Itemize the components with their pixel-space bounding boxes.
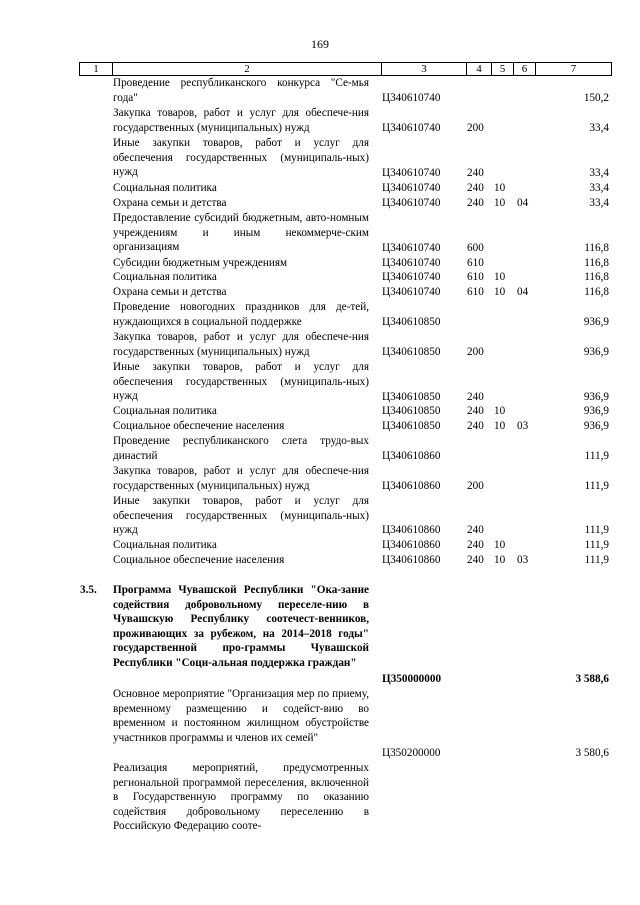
col-header-2: 2 [113, 63, 382, 75]
col-header-1: 1 [80, 63, 113, 75]
row-col5: 10 [494, 182, 506, 194]
row-col4: 240 [467, 524, 484, 536]
row-col4: 240 [467, 539, 484, 551]
row-amount: 33,4 [589, 122, 609, 134]
row-col4: 240 [467, 405, 484, 417]
row-col5: 10 [494, 420, 506, 432]
row-col4: 240 [467, 554, 484, 566]
row-amount: 936,9 [583, 420, 609, 432]
realization-description: Реализация мероприятий, предусмотренных региональной программой переселения, включенной в Государственную программу по оказанию содействия добровольному переселению в Российскую Федерацию сооте- [113, 762, 369, 833]
row-description: Охрана семьи и детства [113, 286, 227, 298]
row-code: Ц340610860 [382, 450, 441, 462]
row-description: Иные закупки товаров, работ и услуг для обеспечения государственных (муниципаль-ных) нужд [113, 137, 369, 179]
row-col6: 04 [517, 197, 529, 209]
row-col4: 610 [467, 286, 484, 298]
row-description: Проведение республиканского слета трудо-вых династий [113, 435, 369, 462]
row-amount: 936,9 [583, 346, 609, 358]
row-amount: 111,9 [584, 554, 609, 566]
row-col5: 10 [494, 286, 506, 298]
row-col4: 200 [467, 480, 484, 492]
col-header-7: 7 [570, 63, 577, 75]
row-description: Охрана семьи и детства [113, 197, 227, 209]
row-col4: 200 [467, 122, 484, 134]
row-amount: 116,8 [584, 286, 609, 298]
row-amount: 111,9 [584, 450, 609, 462]
measure-description: Основное мероприятие "Организация мер по приему, временному размещению и содейст-вию во временном и постоянном жилищном обустройстве участников программы и членов их семей" [113, 688, 369, 744]
row-col4: 200 [467, 346, 484, 358]
row-description: Социальное обеспечение населения [113, 420, 285, 432]
col-header-6: 6 [514, 63, 536, 75]
row-description: Проведение новогодних праздников для де-тей, нуждающихся в социальной поддержке [113, 301, 369, 328]
row-col6: 03 [517, 554, 529, 566]
row-amount: 111,9 [584, 539, 609, 551]
row-col5: 10 [494, 405, 506, 417]
row-description: Закупка товаров, работ и услуг для обеспече-ния государственных (муниципальных) нужд [113, 465, 369, 492]
row-col4: 240 [467, 420, 484, 432]
col-header-5: 5 [492, 63, 514, 75]
row-amount: 116,8 [584, 242, 609, 254]
row-description: Иные закупки товаров, работ и услуг для обеспечения государственных (муниципаль-ных) нужд [113, 361, 369, 403]
row-code: Ц340610850 [382, 420, 441, 432]
row-code: Ц340610740 [382, 92, 441, 104]
row-amount: 936,9 [583, 405, 609, 417]
row-code: Ц340610850 [382, 391, 441, 403]
program-amount: 3 588,6 [575, 673, 609, 685]
row-description: Социальное обеспечение населения [113, 554, 285, 566]
row-col5: 10 [494, 271, 506, 283]
row-amount: 33,4 [589, 182, 609, 194]
col-header-4: 4 [467, 63, 492, 75]
row-col4: 240 [467, 167, 484, 179]
row-code: Ц340610860 [382, 524, 441, 536]
row-description: Социальная политика [113, 182, 217, 194]
row-amount: 33,4 [589, 167, 609, 179]
col-header-3: 3 [382, 63, 467, 75]
row-col4: 600 [467, 242, 484, 254]
measure-code: Ц350200000 [382, 747, 441, 759]
row-col4: 240 [467, 197, 484, 209]
row-amount: 936,9 [583, 391, 609, 403]
row-col6: 03 [517, 420, 529, 432]
row-code: Ц340610850 [382, 346, 441, 358]
row-code: Ц340610860 [382, 480, 441, 492]
measure-amount: 3 580,6 [575, 747, 609, 759]
row-description: Иные закупки товаров, работ и услуг для обеспечения государственных (муниципаль-ных) нужд [113, 495, 369, 537]
row-col5: 10 [494, 197, 506, 209]
page-number: 169 [311, 37, 329, 51]
program-description: Программа Чувашской Республики "Ока-зание содействия добровольному переселе-нию в Чувашскую Республику соотечест-венников, проживающих за рубежом, на 2014–2018 годы" государственной про-граммы Чувашской Республики "Соци-альная поддержка граждан" [113, 584, 369, 669]
row-description: Закупка товаров, работ и услуг для обеспече-ния государственных (муниципальных) нужд [113, 331, 369, 358]
row-col4: 610 [467, 257, 484, 269]
row-amount: 111,9 [584, 480, 609, 492]
row-code: Ц340610740 [382, 197, 441, 209]
row-description: Социальная политика [113, 405, 217, 417]
row-col4: 610 [467, 271, 484, 283]
row-col5: 10 [494, 554, 506, 566]
row-description: Проведение республиканского конкурса "Се-мья года" [113, 77, 369, 104]
row-col4: 240 [467, 182, 484, 194]
table-header [79, 62, 612, 76]
row-code: Ц340610850 [382, 316, 441, 328]
row-description: Предоставление субсидий бюджетным, авто-номным учреждениям и иным некоммерче-ским организациям [113, 212, 369, 254]
row-col5: 10 [494, 539, 506, 551]
row-code: Ц340610850 [382, 405, 441, 417]
row-code: Ц340610740 [382, 257, 441, 269]
row-amount: 150,2 [583, 92, 609, 104]
row-col4: 240 [467, 391, 484, 403]
row-amount: 116,8 [584, 257, 609, 269]
row-code: Ц340610740 [382, 242, 441, 254]
row-description: Социальная политика [113, 271, 217, 283]
program-code: Ц350000000 [382, 673, 442, 685]
row-description: Субсидии бюджетным учреждениям [113, 257, 288, 269]
row-amount: 936,9 [583, 316, 609, 328]
row-code: Ц340610860 [382, 554, 441, 566]
row-description: Социальная политика [113, 539, 217, 551]
row-amount: 111,9 [584, 524, 609, 536]
row-code: Ц340610740 [382, 167, 441, 179]
row-code: Ц340610740 [382, 182, 441, 194]
row-code: Ц340610860 [382, 539, 441, 551]
row-col6: 04 [517, 286, 529, 298]
row-description: Закупка товаров, работ и услуг для обеспече-ния государственных (муниципальных) нужд [113, 107, 369, 134]
row-code: Ц340610740 [382, 271, 441, 283]
row-amount: 116,8 [584, 271, 609, 283]
row-code: Ц340610740 [382, 286, 441, 298]
program-number: 3.5. [80, 584, 97, 596]
row-code: Ц340610740 [382, 122, 441, 134]
row-amount: 33,4 [589, 197, 609, 209]
